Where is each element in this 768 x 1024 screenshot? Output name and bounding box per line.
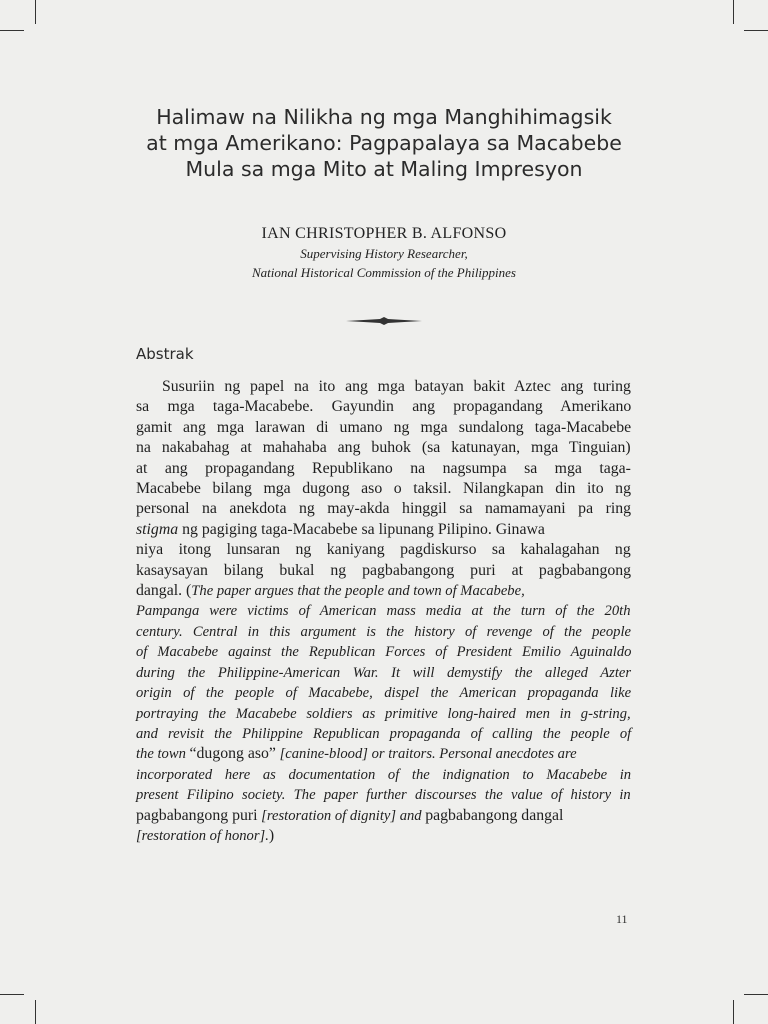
- abstract-line: [136, 744, 631, 764]
- line-text: Susuriin ng papel na ito ang mga batayan bakit Aztec ang turing: [162, 378, 631, 395]
- line-text-italic: during the Philippine-American War. It will demystify the alleged Azter: [136, 664, 632, 681]
- line-text: at ang propagandang Republikano na nagsumpa sa mga taga-: [136, 459, 631, 477]
- line-text: pagbabangong puri: [136, 806, 258, 824]
- abstract-line: [136, 642, 631, 662]
- crop-mark: [744, 30, 768, 31]
- crop-mark: [0, 994, 24, 995]
- abstract-line: [136, 377, 631, 397]
- abstract-line: [136, 561, 631, 581]
- abstract-line: [136, 724, 631, 744]
- abstract-line: [136, 826, 631, 846]
- line-text: kasaysayan bilang bukal ng pagbabangong puri at pagbabangong: [136, 561, 632, 579]
- line-text: na nakabahag at mahahaba ang buhok (sa katunayan, mga Tinguian): [136, 439, 631, 457]
- line-text-italic: incorporated here as documentation of the indignation to Macabebe in: [136, 766, 632, 783]
- line-text: ): [268, 826, 275, 844]
- abstract-line: [136, 479, 631, 499]
- title-line: at mga Amerikano: Pagpapalaya sa Macabebe: [146, 131, 622, 155]
- abstract-line: [136, 785, 631, 805]
- crop-mark: [0, 30, 24, 31]
- crop-mark: [35, 0, 36, 24]
- abstract-line: [136, 438, 631, 458]
- abstract-line: [136, 806, 631, 826]
- line-text-italic: of Macabebe against the Republican Forces of President Emilio Aguinaldo: [136, 644, 632, 661]
- line-text: personal na anekdota ng may-akda hinggil sa namamayani pa ring: [136, 500, 632, 518]
- affiliation-line: Supervising History Researcher,: [300, 246, 468, 261]
- crop-mark: [733, 0, 734, 24]
- line-text-italic: and revisit the Philippine Republican propaganda of calling the people of: [136, 725, 632, 742]
- ornament-divider-icon: [344, 314, 424, 328]
- abstract-line: [136, 663, 631, 683]
- line-text-italic: [restoration of dignity] and: [257, 807, 426, 824]
- line-text-italic: [canine-blood] or traitors. Personal anecdotes are: [275, 746, 577, 763]
- abstract-line: [136, 704, 631, 724]
- author-affiliation: [0, 244, 768, 282]
- line-text: sa mga taga-Macabebe. Gayundin ang propagandang Amerikano: [136, 398, 632, 416]
- abstract-line: [136, 520, 631, 540]
- abstract-line: [136, 622, 631, 642]
- line-text: dangal. (: [136, 582, 192, 600]
- line-text: ng pagiging taga-Macabebe sa lipunang Pilipino. Ginawa: [178, 520, 545, 538]
- line-text-italic: present Filipino society. The paper further discourses the value of history in: [136, 787, 631, 804]
- line-text: Macabebe bilang mga dugong aso o taksil. Nilangkapan din ito ng: [136, 480, 631, 498]
- crop-mark: [744, 994, 768, 995]
- line-text: gamit ang mga larawan di umano ng mga sundalong taga-Macabebe: [136, 418, 632, 436]
- abstract-line: [136, 418, 631, 438]
- line-text-italic: The paper argues that the people and town of Macabebe,: [191, 583, 525, 600]
- abstract-line: [136, 765, 631, 785]
- title-line: Mula sa mga Mito at Maling Impresyon: [185, 157, 583, 181]
- abstract-line: [136, 459, 631, 479]
- line-text: niya itong lunsaran ng kaniyang pagdiskurso sa kahalagahan ng: [136, 541, 631, 559]
- affiliation-line: National Historical Commission of the Philippines: [252, 265, 516, 280]
- abstract-line: [136, 581, 631, 601]
- abstract-line: [136, 540, 631, 560]
- line-text-italic: stigma: [136, 520, 179, 538]
- line-text-italic: the town: [136, 746, 190, 763]
- line-text: “dugong aso”: [189, 745, 276, 763]
- crop-mark: [733, 1000, 734, 1024]
- article-title: [0, 104, 768, 182]
- abstract-line: [136, 397, 631, 417]
- abstract-body: [136, 377, 631, 846]
- abstract-line: [136, 683, 631, 703]
- abstract-heading: Abstrak: [136, 345, 194, 363]
- page-number: 11: [616, 912, 628, 926]
- line-text-italic: portraying the Macabebe soldiers as primitive long-haired men in g-string,: [136, 705, 631, 722]
- line-text-italic: century. Central in this argument is the history of revenge of the people: [136, 623, 631, 640]
- line-text-italic: origin of the people of Macabebe, dispel the American propaganda like: [136, 685, 632, 702]
- abstract-line: [136, 499, 631, 519]
- line-text-italic: Pampanga were victims of American mass media at the turn of the 20th: [136, 603, 631, 620]
- title-line: Halimaw na Nilikha ng mga Manghihimagsik: [156, 105, 612, 129]
- author-name: IAN CHRISTOPHER B. ALFONSO: [261, 225, 507, 242]
- line-text: pagbabangong dangal: [425, 806, 564, 824]
- crop-mark: [35, 1000, 36, 1024]
- abstract-line: [136, 601, 631, 621]
- line-text-italic: [restoration of honor].: [136, 827, 269, 844]
